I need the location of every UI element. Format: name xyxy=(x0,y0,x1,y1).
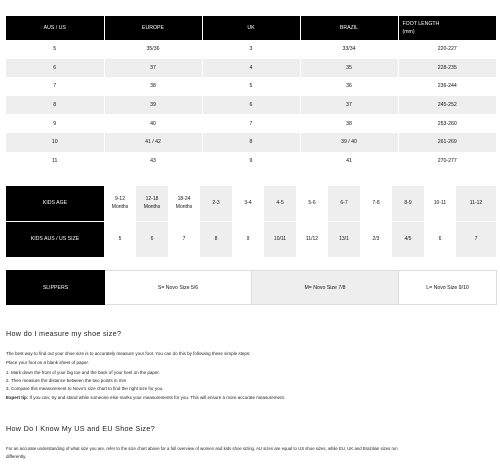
slipper-size-large: L= Novo Size 9/10 xyxy=(399,271,497,305)
cell-europe: 35/36 xyxy=(104,40,202,59)
kids-age-label: KIDS AGE xyxy=(6,186,104,222)
cell-brazil: 37 xyxy=(300,96,398,115)
cell-foot-length: 253-260 xyxy=(398,114,496,133)
eu-size-text: For an accurate understanding of what size you are, refer to the size chart above for a full overview of women and kids shoe sizing. AU sizes are equal to US shoe sizes, while EU, UK and Brazilian sizes run xyxy=(6,446,398,451)
cell-aus-us: 5 xyxy=(6,40,104,59)
cell-europe: 37 xyxy=(104,59,202,78)
cell-brazil: 38 xyxy=(300,114,398,133)
kids-age-cell: 10-11 xyxy=(424,186,456,222)
cell-uk: 4 xyxy=(202,59,300,78)
header-foot-length-label: FOOT LENGTH xyxy=(402,21,440,27)
measure-step-1: 1. Mark down the front of your big toe and the back of your heel on the paper. xyxy=(6,370,160,375)
cell-uk: 3 xyxy=(202,40,300,59)
table-row xyxy=(6,96,496,115)
kids-size-row xyxy=(6,222,496,258)
kids-age-cell: 3-4 xyxy=(232,186,264,222)
cell-aus-us: 11 xyxy=(6,152,104,171)
kids-size-cell: 13/1 xyxy=(328,222,360,258)
cell-uk: 6 xyxy=(202,96,300,115)
size-chart-header-row xyxy=(6,16,496,40)
measure-step-3: 3. Compare this measurement to Novo's size chart to find the right size for you. xyxy=(6,386,164,391)
kids-size-cell: 11/12 xyxy=(296,222,328,258)
table-row xyxy=(6,59,496,78)
kids-size-cell: 5 xyxy=(104,222,136,258)
cell-aus-us: 8 xyxy=(6,96,104,115)
eu-size-heading: How Do I Know My US and EU Shoe Size? xyxy=(6,424,155,433)
table-row xyxy=(6,40,496,59)
cell-uk: 9 xyxy=(202,152,300,171)
cell-europe: 43 xyxy=(104,152,202,171)
table-row xyxy=(6,133,496,152)
cell-europe: 39 xyxy=(104,96,202,115)
kids-age-unit: Months xyxy=(143,203,161,210)
kids-age-unit: Months xyxy=(175,203,193,210)
slippers-table xyxy=(6,270,497,305)
kids-size-table xyxy=(6,186,496,257)
measure-step-2: 2. Then measure the distance between the two points in mm xyxy=(6,378,127,383)
kids-size-cell: 2/3 xyxy=(360,222,392,258)
kids-size-cell: 8 xyxy=(200,222,232,258)
kids-age-cell xyxy=(136,186,168,222)
size-chart-table xyxy=(6,16,496,170)
cell-foot-length: 261-269 xyxy=(398,133,496,152)
table-row xyxy=(6,77,496,96)
kids-size-cell: 7 xyxy=(456,222,496,258)
cell-brazil: 39 / 40 xyxy=(300,133,398,152)
kids-size-cell: 10/11 xyxy=(264,222,296,258)
slipper-size-small: S= Novo Size 5/6 xyxy=(105,271,252,305)
cell-aus-us: 10 xyxy=(6,133,104,152)
kids-size-cell: 9 xyxy=(232,222,264,258)
table-row xyxy=(6,152,496,171)
cell-aus-us: 7 xyxy=(6,77,104,96)
kids-age-row xyxy=(6,186,496,222)
slippers-row xyxy=(7,271,497,305)
cell-europe: 40 xyxy=(104,114,202,133)
kids-age-cell: 6-7 xyxy=(328,186,360,222)
cell-foot-length: 245-252 xyxy=(398,96,496,115)
expert-tip-text: If you can, try and stand while someone else marks your measurements for you. This will ensure a more accurate measurement. xyxy=(28,395,286,400)
table-row xyxy=(6,114,496,133)
measure-step-paper: Place your foot on a blank sheet of paper. xyxy=(6,360,90,365)
kids-size-cell: 7 xyxy=(168,222,200,258)
cell-brazil: 35 xyxy=(300,59,398,78)
kids-age-cell: 7-8 xyxy=(360,186,392,222)
cell-europe: 38 xyxy=(104,77,202,96)
header-aus-us: AUS / US xyxy=(6,16,104,40)
cell-aus-us: 9 xyxy=(6,114,104,133)
kids-size-label: KIDS AUS / US SIZE xyxy=(6,222,104,258)
kids-size-cell: 6 xyxy=(424,222,456,258)
kids-age-unit: Months xyxy=(111,203,129,210)
cell-aus-us: 6 xyxy=(6,59,104,78)
kids-age-value: 18-24 xyxy=(177,196,191,202)
eu-size-text-cont: differently. xyxy=(6,454,27,459)
cell-uk: 5 xyxy=(202,77,300,96)
cell-foot-length: 228-235 xyxy=(398,59,496,78)
cell-foot-length: 270-277 xyxy=(398,152,496,171)
header-foot-length-unit: (mm) xyxy=(402,29,415,35)
cell-europe: 41 / 42 xyxy=(104,133,202,152)
kids-age-cell xyxy=(168,186,200,222)
kids-age-value: 9-12 xyxy=(114,196,125,202)
expert-tip xyxy=(6,395,285,400)
cell-uk: 7 xyxy=(202,114,300,133)
expert-tip-label: Expert tip: xyxy=(6,395,29,400)
kids-age-cell: 5-6 xyxy=(296,186,328,222)
kids-size-cell: 4/5 xyxy=(392,222,424,258)
cell-brazil: 41 xyxy=(300,152,398,171)
slipper-size-medium: M= Novo Size 7/8 xyxy=(252,271,399,305)
header-brazil: BRAZIL xyxy=(300,16,398,40)
header-foot-length xyxy=(398,16,496,40)
cell-foot-length: 220-227 xyxy=(398,40,496,59)
header-uk: UK xyxy=(202,16,300,40)
slippers-label: SLIPPERS xyxy=(7,271,105,305)
kids-size-cell: 6 xyxy=(136,222,168,258)
kids-age-value: 12-18 xyxy=(145,196,159,202)
cell-uk: 8 xyxy=(202,133,300,152)
measure-intro: The best way to find out your shoe size is to accurately measure your foot. You can do this by following these simple steps: xyxy=(6,351,251,356)
cell-brazil: 36 xyxy=(300,77,398,96)
header-europe: EUROPE xyxy=(104,16,202,40)
cell-brazil: 33/34 xyxy=(300,40,398,59)
kids-age-cell: 4-5 xyxy=(264,186,296,222)
kids-age-cell: 2-3 xyxy=(200,186,232,222)
cell-foot-length: 236-244 xyxy=(398,77,496,96)
measure-heading: How do I measure my shoe size? xyxy=(6,329,122,338)
kids-age-cell: 11-12 xyxy=(456,186,496,222)
kids-age-cell: 8-9 xyxy=(392,186,424,222)
kids-age-cell xyxy=(104,186,136,222)
